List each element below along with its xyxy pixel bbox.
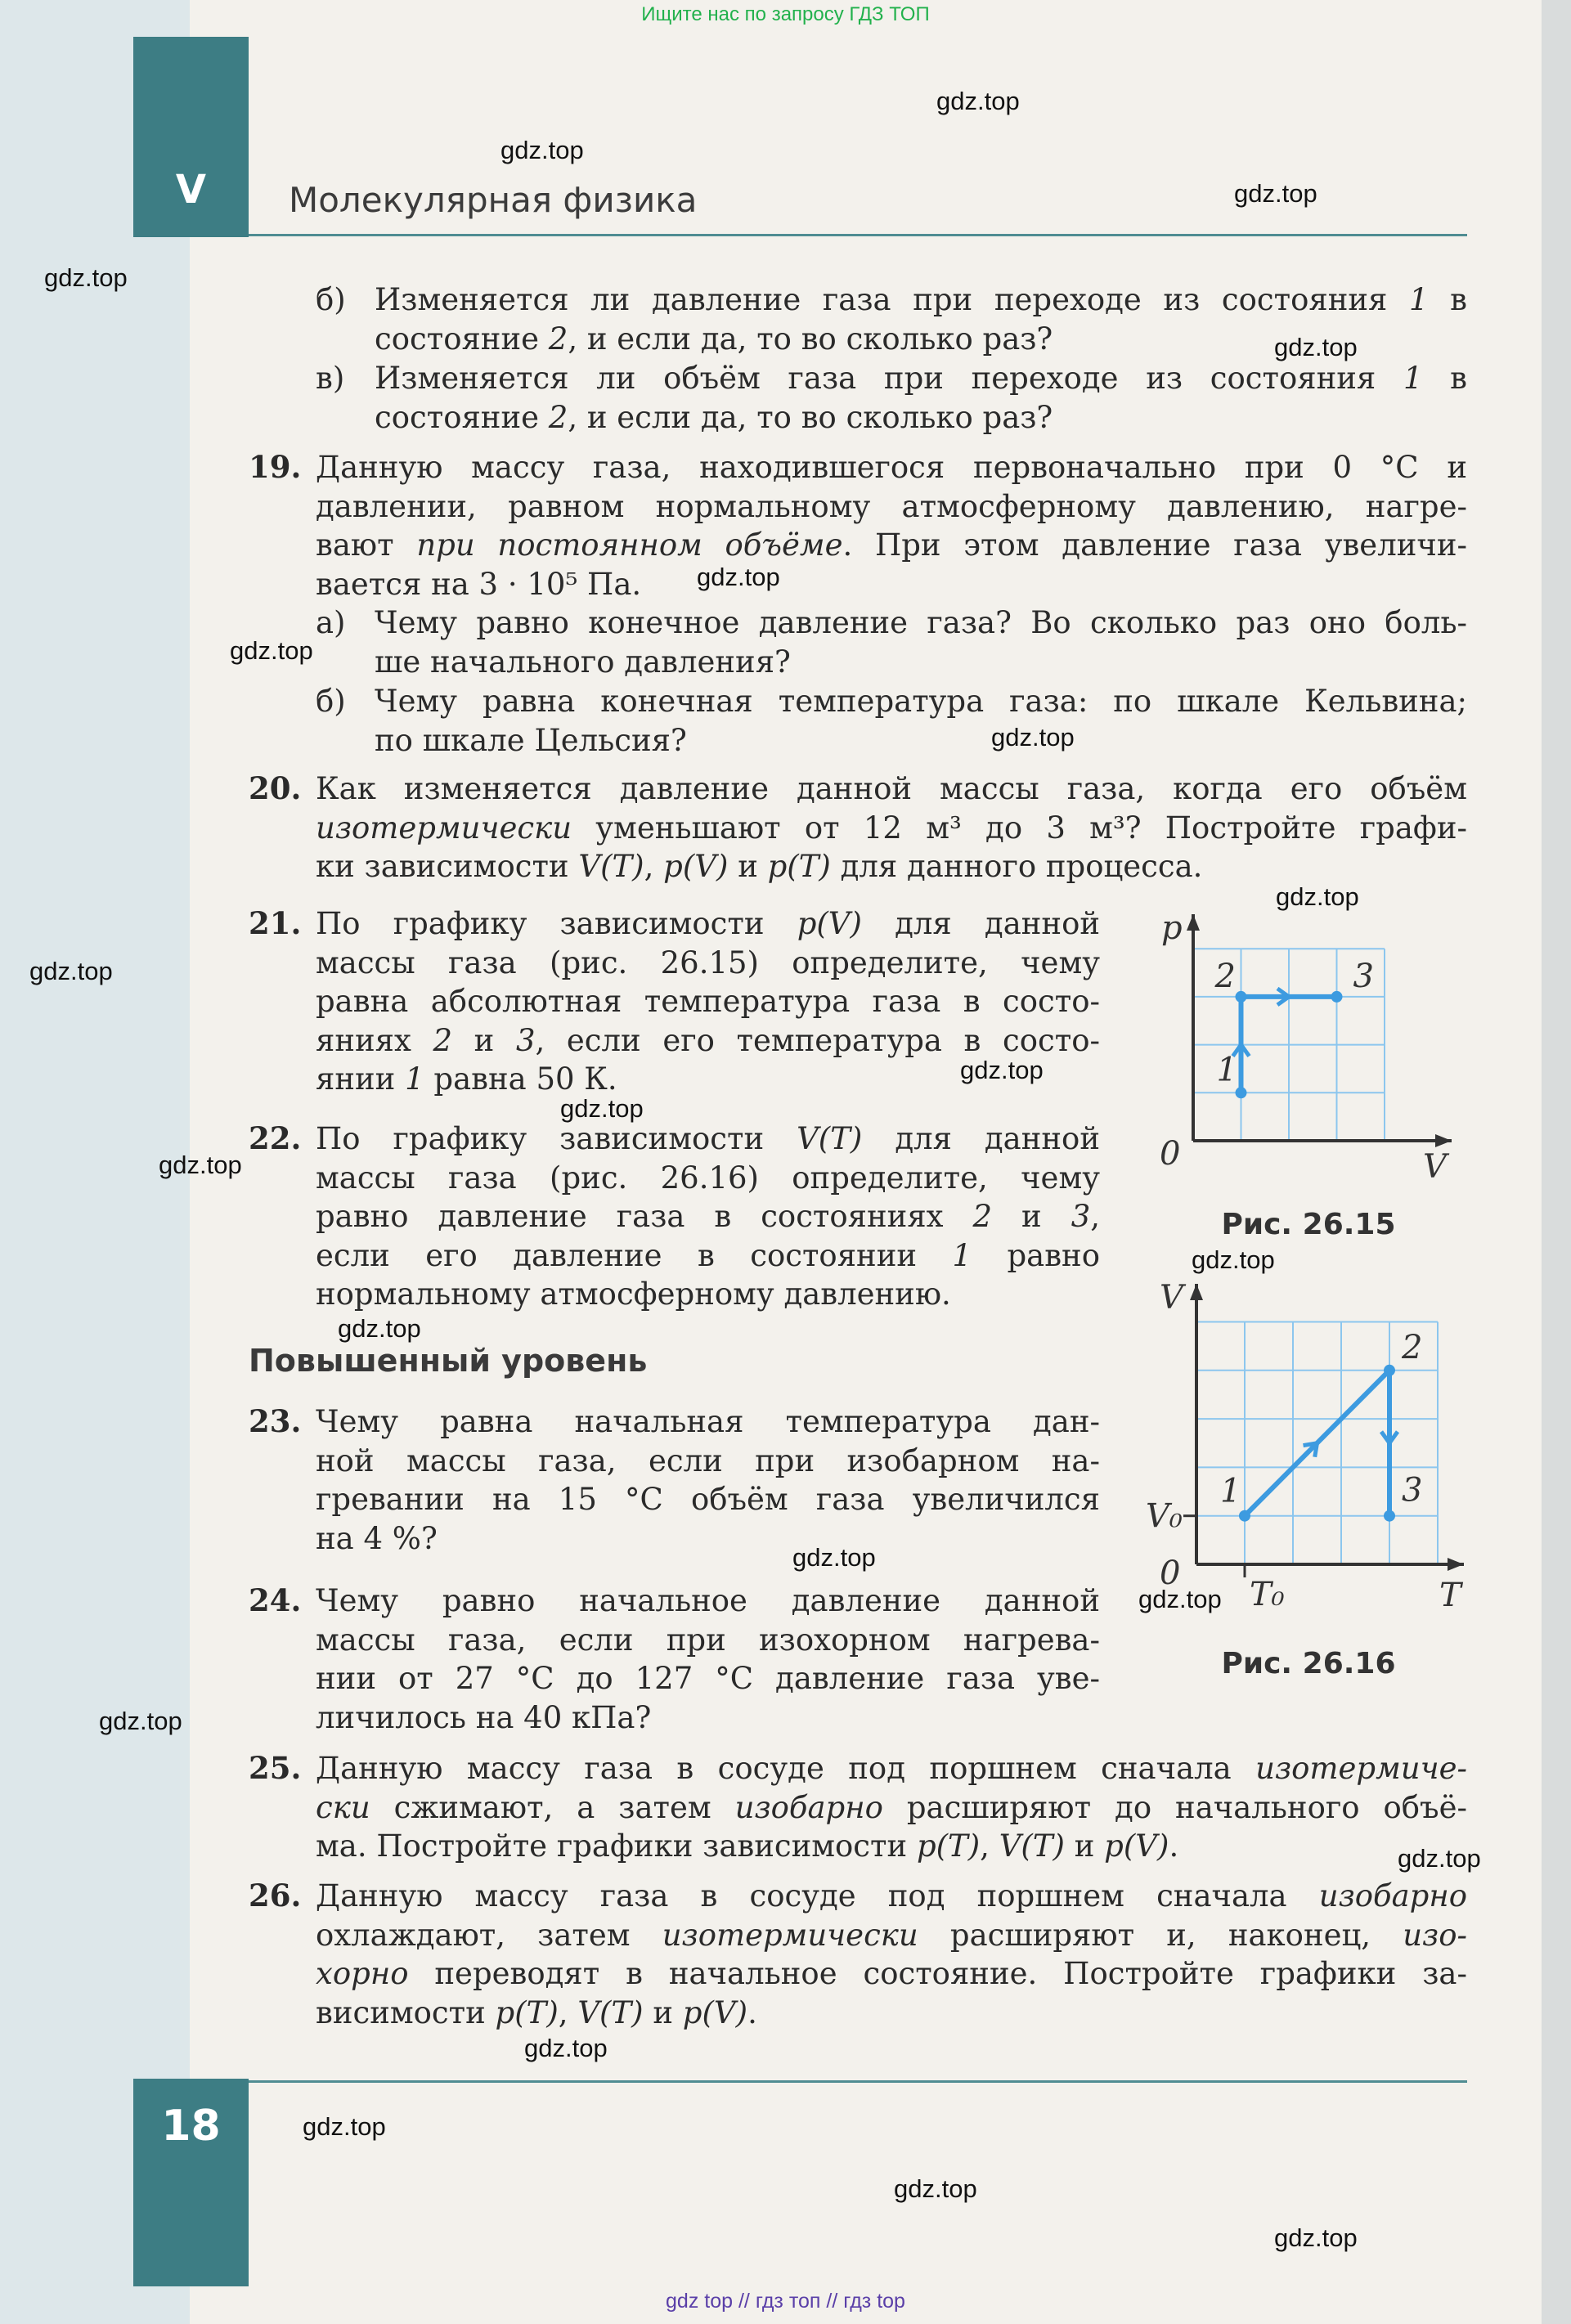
italic-text: хорно xyxy=(316,1956,409,1991)
text: для данного процесса. xyxy=(830,849,1203,884)
problem-number: 20. xyxy=(249,770,302,806)
text: , и если да, то во сколько раз? xyxy=(568,321,1053,357)
italic-text: 3 xyxy=(515,1022,536,1058)
watermark: gdz.top xyxy=(500,136,584,164)
italic-text: p(T) xyxy=(495,1994,559,2030)
italic-text: 1 xyxy=(405,1061,424,1097)
state-label: 2 xyxy=(1214,957,1236,995)
state-label: 3 xyxy=(1402,1471,1423,1510)
text: личилось на 40 кПа? xyxy=(316,1699,652,1735)
watermark: gdz.top xyxy=(792,1543,876,1572)
text: состояние xyxy=(375,321,549,357)
italic-text: 3 xyxy=(1071,1199,1091,1234)
text: если его давление в состоянии xyxy=(316,1237,953,1273)
state-label: 1 xyxy=(1216,1051,1237,1089)
footer-divider xyxy=(249,2080,1467,2083)
italic-text: V(T) xyxy=(999,1828,1065,1864)
text: ше начального давления? xyxy=(375,644,791,680)
text: Изменяется ли давление газа при переходе из состояния xyxy=(375,282,1409,317)
watermark: gdz.top xyxy=(960,1056,1044,1084)
problem-number: 22. xyxy=(249,1120,302,1156)
text: и xyxy=(452,1022,516,1058)
italic-text: p(V) xyxy=(797,906,862,941)
page-number: 18 xyxy=(161,2102,221,2151)
section-heading: Повышенный уровень xyxy=(249,1343,648,1379)
text: вают xyxy=(316,527,417,563)
text: нормальному атмосферному давлению. xyxy=(316,1276,951,1312)
figure-caption-26-15: Рис. 26.15 xyxy=(1221,1208,1396,1241)
text: Данную массу газа в сосуде под поршнем сначала xyxy=(316,1751,1256,1786)
text: равно давление газа в состояниях xyxy=(316,1199,973,1234)
state-point xyxy=(1384,1510,1395,1522)
subquestion-label: а) xyxy=(316,605,346,640)
watermark: gdz.top xyxy=(303,2112,386,2141)
top-search-link[interactable]: Ищите нас по запросу ГДЗ ТОП xyxy=(641,3,930,25)
state-label: 2 xyxy=(1402,1328,1423,1366)
italic-text: 2 xyxy=(548,321,568,357)
watermark: gdz.top xyxy=(230,636,313,665)
text: Данную массу газа, находившегося первоначально при 0 °С и xyxy=(316,450,1467,485)
italic-text: изотермиче- xyxy=(1255,1751,1467,1786)
origin-label: 0 xyxy=(1160,1135,1181,1173)
state-point xyxy=(1331,991,1343,1003)
watermark: gdz.top xyxy=(338,1314,421,1343)
italic-text: изотермически xyxy=(316,810,572,846)
state-point xyxy=(1236,1087,1247,1098)
italic-text: 1 xyxy=(1403,361,1423,396)
text: переводят в начальное состояние. Постройте графики за- xyxy=(408,1956,1467,1991)
text: ки зависимости xyxy=(316,849,579,884)
text: в xyxy=(1422,361,1467,396)
text: уменьшают от 12 м³ до 3 м³? Постройте графи- xyxy=(572,810,1467,846)
state-point xyxy=(1239,1510,1250,1522)
subquestion-label: б) xyxy=(316,282,346,317)
text: массы газа (рис. 26.16) определите, чему xyxy=(316,1160,1100,1196)
text: , xyxy=(1090,1199,1100,1234)
text: расширяют до начального объё- xyxy=(882,1789,1467,1825)
text: яниях xyxy=(316,1022,433,1058)
y-axis-arrow xyxy=(1190,1284,1203,1300)
italic-text: V(T) xyxy=(797,1121,863,1156)
text: давлении, равном нормальному атмосферному давлению, нагре- xyxy=(316,488,1467,524)
watermark: gdz.top xyxy=(1234,179,1317,208)
watermark: gdz.top xyxy=(99,1707,182,1735)
text: массы газа, если при изохорном нагрева- xyxy=(316,1622,1100,1658)
chapter-number: V xyxy=(175,167,207,213)
state-label: 1 xyxy=(1220,1472,1241,1510)
watermark: gdz.top xyxy=(894,2174,977,2203)
italic-text: 2 xyxy=(972,1199,993,1234)
problem-number: 23. xyxy=(249,1403,302,1439)
text: вается на 3 · 10⁵ Па. xyxy=(316,566,642,602)
italic-text: p(V) xyxy=(663,849,729,884)
italic-text: p(T) xyxy=(916,1828,981,1864)
figure-26-16 xyxy=(1146,1279,1464,1614)
y-axis-label: p xyxy=(1161,909,1183,947)
problem-number: 24. xyxy=(249,1582,302,1618)
italic-text: 2 xyxy=(433,1022,453,1058)
state-point xyxy=(1236,991,1247,1003)
text: сжимают, а затем xyxy=(370,1789,735,1825)
text: . xyxy=(747,1994,757,2030)
watermark: gdz.top xyxy=(159,1151,242,1179)
problem-number: 26. xyxy=(249,1878,302,1913)
text: и xyxy=(728,849,768,884)
text: , и если да, то во сколько раз? xyxy=(568,399,1053,435)
subquestion-label: в) xyxy=(316,361,345,396)
text: По графику зависимости xyxy=(316,906,797,941)
y-axis-arrow xyxy=(1187,914,1200,931)
text: равна абсолютная температура газа в состо- xyxy=(316,984,1100,1019)
italic-text: p(T) xyxy=(767,849,831,884)
text: ной массы газа, если при изобарном на- xyxy=(316,1442,1100,1478)
problem-number: 19. xyxy=(249,449,302,485)
text: янии xyxy=(316,1061,406,1097)
problem-number: 21. xyxy=(249,905,302,941)
italic-text: изо- xyxy=(1403,1917,1467,1953)
y-axis-label: V xyxy=(1160,1279,1183,1317)
text: и xyxy=(1064,1828,1105,1864)
italic-text: при постоянном объёме xyxy=(416,527,843,563)
italic-text: 2 xyxy=(548,399,568,435)
text: По графику зависимости xyxy=(316,1121,797,1156)
text: нии от 27 °С до 127 °С давление газа уве- xyxy=(316,1661,1100,1696)
text: , xyxy=(558,1994,578,2030)
state-label: 3 xyxy=(1353,957,1374,995)
text: . При этом давление газа увеличи- xyxy=(842,527,1467,563)
watermark: gdz.top xyxy=(1138,1585,1222,1613)
watermark: gdz.top xyxy=(560,1094,644,1123)
x-tick-label: T₀ xyxy=(1250,1576,1285,1613)
text: массы газа (рис. 26.15) определите, чему xyxy=(316,944,1100,980)
italic-text: V(T) xyxy=(578,849,644,884)
problem-number: 25. xyxy=(249,1750,302,1786)
watermark: gdz.top xyxy=(1398,1844,1481,1873)
figure-26-15 xyxy=(1160,909,1452,1186)
text: равно xyxy=(972,1237,1100,1273)
watermark: gdz.top xyxy=(1192,1245,1275,1274)
italic-text: ски xyxy=(316,1789,370,1825)
watermark: gdz.top xyxy=(524,2034,608,2062)
watermark: gdz.top xyxy=(44,263,128,292)
text: Чему равна начальная температура дан- xyxy=(316,1404,1100,1439)
origin-label: 0 xyxy=(1160,1555,1181,1592)
italic-text: изотермически xyxy=(662,1917,918,1953)
watermark: gdz.top xyxy=(697,563,780,591)
watermark: gdz.top xyxy=(1276,882,1359,911)
text: на 4 %? xyxy=(316,1520,438,1556)
text: , xyxy=(644,849,664,884)
text: , xyxy=(980,1828,999,1864)
text: равна 50 К. xyxy=(424,1061,617,1097)
figure-caption-26-16: Рис. 26.16 xyxy=(1221,1647,1396,1680)
italic-text: изобарно xyxy=(734,1789,883,1825)
watermark: gdz.top xyxy=(29,957,113,985)
x-axis-arrow xyxy=(1435,1134,1452,1147)
text: и xyxy=(643,1994,683,2030)
text: расширяют и, наконец, xyxy=(918,1917,1403,1953)
italic-text: p(V) xyxy=(682,1994,748,2030)
watermark: gdz.top xyxy=(1274,333,1358,361)
footer-links[interactable]: gdz top // гдз топ // гдз top xyxy=(666,2290,905,2313)
y-tick-label: V₀ xyxy=(1146,1497,1183,1536)
text: в xyxy=(1428,282,1468,317)
text: Чему равна конечная температура газа: по шкале Кельвина; xyxy=(375,684,1467,719)
x-axis-arrow xyxy=(1448,1558,1464,1571)
text: Данную массу газа в сосуде под поршнем сначала xyxy=(316,1878,1319,1913)
text: ма. Постройте графики зависимости xyxy=(316,1828,917,1864)
italic-text: изобарно xyxy=(1318,1878,1467,1913)
text: . xyxy=(1169,1828,1179,1864)
italic-text: V(T) xyxy=(577,1994,644,2030)
chapter-title: Молекулярная физика xyxy=(289,180,698,220)
italic-text: p(V) xyxy=(1104,1828,1169,1864)
text: состояние xyxy=(375,399,549,435)
text: для данной xyxy=(862,1121,1100,1156)
subquestion-label: б) xyxy=(316,684,346,719)
text: охлаждают, затем xyxy=(316,1917,662,1953)
text: для данной xyxy=(861,906,1101,941)
text: Чему равно конечное давление газа? Во сколько раз оно боль- xyxy=(375,605,1467,640)
italic-text: 1 xyxy=(952,1237,972,1273)
text: висимости xyxy=(316,1994,496,2030)
text: Чему равно начальное давление данной xyxy=(316,1583,1100,1618)
state-point xyxy=(1384,1365,1395,1376)
text: гревании на 15 °С объём газа увеличился xyxy=(316,1482,1100,1517)
x-axis-label: T xyxy=(1439,1577,1461,1614)
page-number-tab xyxy=(133,2079,249,2286)
text: и xyxy=(992,1199,1071,1234)
text: , если его температура в состо- xyxy=(535,1022,1100,1058)
text: по шкале Цельсия? xyxy=(375,722,687,758)
italic-text: 1 xyxy=(1409,282,1429,317)
watermark: gdz.top xyxy=(991,723,1075,751)
text: Изменяется ли объём газа при переходе из состояния xyxy=(375,361,1403,396)
text: Как изменяется давление данной массы газа, когда его объём xyxy=(316,771,1467,806)
x-axis-label: V xyxy=(1423,1148,1447,1186)
watermark: gdz.top xyxy=(936,87,1020,115)
watermark: gdz.top xyxy=(1274,2223,1358,2252)
